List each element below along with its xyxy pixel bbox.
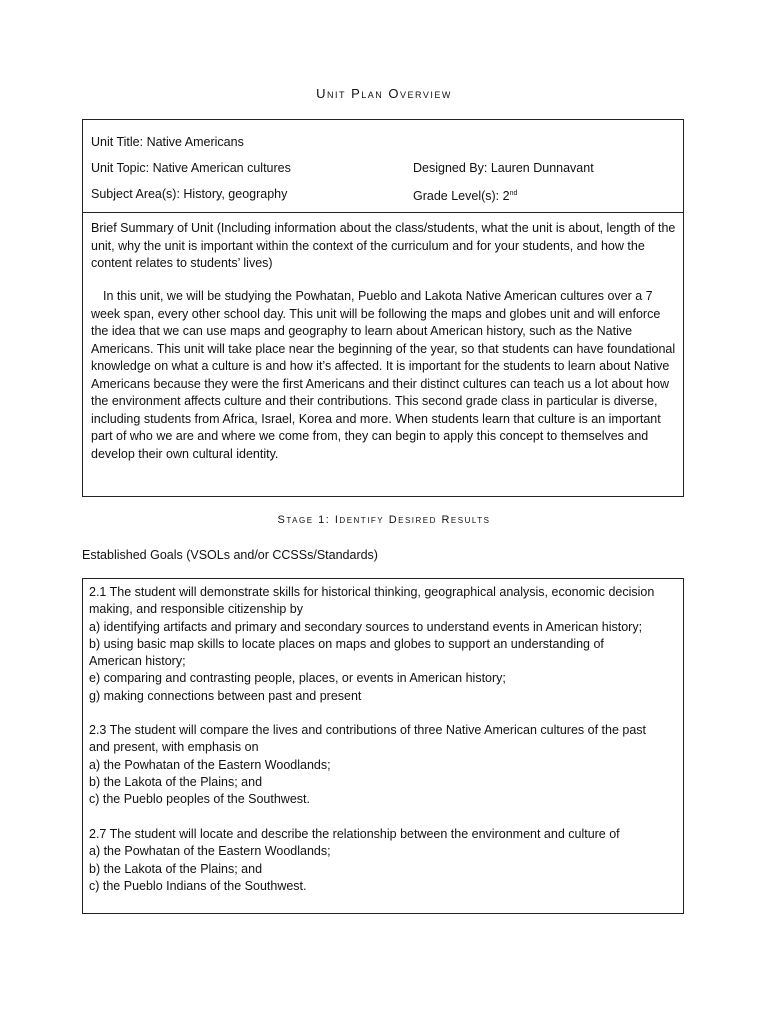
standards-box [82,578,684,914]
standard-line: a) the Powhatan of the Eastern Woodlands; [89,757,331,772]
summary-body: In this unit, we will be studying the Powhatan, Pueblo and Lakota Native American cultures over a 7 week span, every other school day. This unit will be following the maps and globes unit and will enforce the idea that we can use maps and geography to learn about American history, such as the Native Americans. This unit will take place near the beginning of the year, so that students can have foundational knowledge on what a culture is and how it’s affected. It is important for the students to learn about Native Americans because they were the first Americans and their distinct cultures can teach us a lot about how the environment affects culture and their contributions. This second grade class in particular is diverse, including students from Africa, Israel, Korea and more. When students learn that culture is an important part of who we are and where we come from, they can begin to apply this concept to themselves and develop their own cultural identity. [91,289,676,461]
grade-level-suffix: nd [509,190,518,197]
standard-line: b) using basic map skills to locate places on maps and globes to support an understanding of [89,636,604,651]
designed-by: Designed By: Lauren Dunnavant [413,161,594,175]
grade-level [413,186,517,204]
page-title: Unit Plan Overview [316,86,452,101]
standard-line: b) the Lakota of the Plains; and [89,774,263,789]
standard-line: American history; [89,654,186,669]
grade-level-text: Grade Level(s): 2 [413,189,510,204]
unit-title: Unit Title: Native Americans [91,135,244,149]
unit-info-box [82,119,684,497]
standard-2-1 [89,584,677,705]
goals-label: Established Goals (VSOLs and/or CCSSs/Standards) [82,548,378,562]
standard-2-3 [89,722,677,808]
summary-heading: Brief Summary of Unit (Including information about the class/students, what the unit is about, length of the unit, why the unit is important within the context of the curriculum and for your students, and how the content relates to students’ lives) [91,221,676,270]
standard-line: making, and responsible citizenship by [89,602,304,617]
standard-line: c) the Pueblo Indians of the Southwest. [89,878,307,893]
standard-line: g) making connections between past and present [89,688,362,703]
subject-area: Subject Area(s): History, geography [91,187,288,201]
unit-topic: Unit Topic: Native American cultures [91,161,291,175]
standard-line: and present, with emphasis on [89,740,259,755]
section-divider [83,212,683,213]
standard-line: b) the Lakota of the Plains; and [89,861,263,876]
standard-line: e) comparing and contrasting people, places, or events in American history; [89,671,506,686]
standard-line: 2.7 The student will locate and describe the relationship between the environment and culture of [89,827,620,841]
standard-line: 2.3 The student will compare the lives and contributions of three Native American cultures of the past [89,723,647,737]
standard-line: a) the Powhatan of the Eastern Woodlands; [89,844,331,859]
standard-line: 2.1 The student will demonstrate skills for historical thinking, geographical analysis, economic decision [89,585,655,599]
standard-line: c) the Pueblo peoples of the Southwest. [89,792,310,807]
stage-heading: Stage 1: Identify Desired Results [277,514,491,526]
standard-2-7 [89,826,677,895]
standard-line: a) identifying artifacts and primary and secondary sources to understand events in American history; [89,619,643,634]
